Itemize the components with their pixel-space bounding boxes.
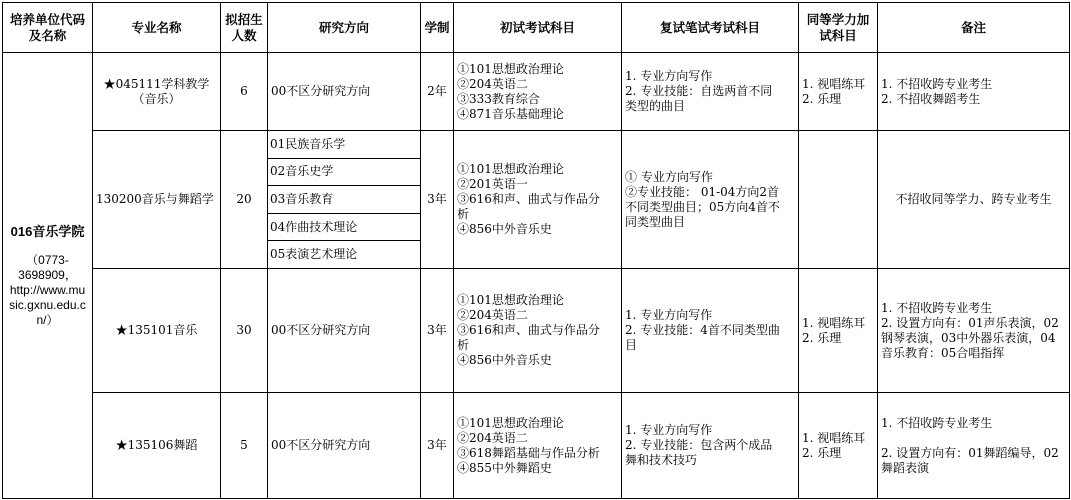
equivalent-exam-cell: 1. 视唱练耳 2. 乐理 (799, 53, 878, 131)
years-cell: 3年 (421, 131, 454, 269)
initial-exam-cell: ①101思想政治理论 ②204英语二 ③333教育综合 ④871音乐基础理论 (454, 53, 622, 131)
unit-name: 016音乐学院 (10, 223, 85, 239)
equivalent-exam-cell: 1. 视唱练耳 2. 乐理 (799, 269, 878, 393)
header-direction: 研究方向 (268, 3, 421, 53)
header-years: 学制 (421, 3, 454, 53)
remark-cell: 1. 不招收跨专业考生 2. 设置方向有：01声乐表演，02 钢琴表演，03中外器乐表演，04 音乐教育：05合唱指挥 (878, 269, 1070, 393)
retest-exam-cell: 1. 专业方向写作 2. 专业技能：包含两个成品 舞和技术技巧 (622, 393, 799, 499)
years-cell: 3年 (421, 393, 454, 499)
quota-cell: 20 (221, 131, 268, 269)
direction-item: 04作曲技术理论 (268, 213, 420, 241)
remark-cell: 1. 不招收跨专业考生 2. 不招收舞蹈考生 (878, 53, 1070, 131)
direction-item: 01民族音乐学 (268, 131, 420, 158)
quota-cell: 5 (221, 393, 268, 499)
retest-exam-cell: 1. 专业方向写作 2. 专业技能：自选两首不同 类型的曲目 (622, 53, 799, 131)
retest-exam-cell: ① 专业方向写作 ②专业技能： 01-04方向2首 不同类型曲目；05方向4首不 同类型曲目 (622, 131, 799, 269)
unit-cell (3, 53, 93, 499)
direction-cell: 00不区分研究方向 (268, 53, 421, 131)
initial-exam-cell: ①101思想政治理论 ②201英语一 ③616和声、曲式与作品分 析 ④856中外音乐史 (454, 131, 622, 269)
direction-item: 02音乐史学 (268, 158, 420, 186)
initial-exam-cell: ①101思想政治理论 ②204英语二 ③618舞蹈基础与作品分析 ④855中外舞蹈史 (454, 393, 622, 499)
remark-cell: 1. 不招收跨专业考生 2. 设置方向有：01舞蹈编导，02 舞蹈表演 (878, 393, 1070, 499)
retest-exam-cell: 1. 专业方向写作 2. 专业技能：4首不同类型曲 目 (622, 269, 799, 393)
direction-list-cell (268, 131, 421, 269)
equivalent-exam-cell: 1. 视唱练耳 2. 乐理 (799, 393, 878, 499)
remark-cell: 不招收同等学力、跨专业考生 (878, 131, 1070, 269)
table-row (3, 53, 1070, 131)
direction-cell: 00不区分研究方向 (268, 393, 421, 499)
header-quota: 拟招生 人数 (221, 3, 268, 53)
direction-item: 03音乐教育 (268, 186, 420, 214)
major-cell: 130200音乐与舞蹈学 (93, 131, 221, 269)
major-cell: ★135106舞蹈 (93, 393, 221, 499)
quota-cell: 6 (221, 53, 268, 131)
equivalent-exam-cell (799, 131, 878, 269)
admissions-table (2, 2, 1070, 499)
years-cell: 3年 (421, 269, 454, 393)
unit-contact: （0773- 3698909， http://www.mu sic.gxnu.edu.c n/） (9, 252, 86, 327)
header-retest-exam: 复试笔试考试科目 (622, 3, 799, 53)
direction-list (268, 131, 420, 268)
years-cell: 2年 (421, 53, 454, 131)
direction-cell: 00不区分研究方向 (268, 269, 421, 393)
direction-item: 05表演艺术理论 (270, 247, 358, 262)
table-row (3, 131, 1070, 269)
header-row (3, 3, 1070, 53)
major-cell: ★045111学科教学 （音乐） (93, 53, 221, 131)
header-major: 专业名称 (93, 3, 221, 53)
header-unit: 培养单位代码 及名称 (3, 3, 93, 53)
major-cell: ★135101音乐 (93, 269, 221, 393)
quota-cell: 30 (221, 269, 268, 393)
header-remark: 备注 (878, 3, 1070, 53)
header-equivalent-exam: 同等学力加 试科目 (799, 3, 878, 53)
table-row (3, 269, 1070, 393)
header-initial-exam: 初试考试科目 (454, 3, 622, 53)
initial-exam-cell: ①101思想政治理论 ②204英语二 ③616和声、曲式与作品分 析 ④856中外音乐史 (454, 269, 622, 393)
table-row (3, 393, 1070, 499)
